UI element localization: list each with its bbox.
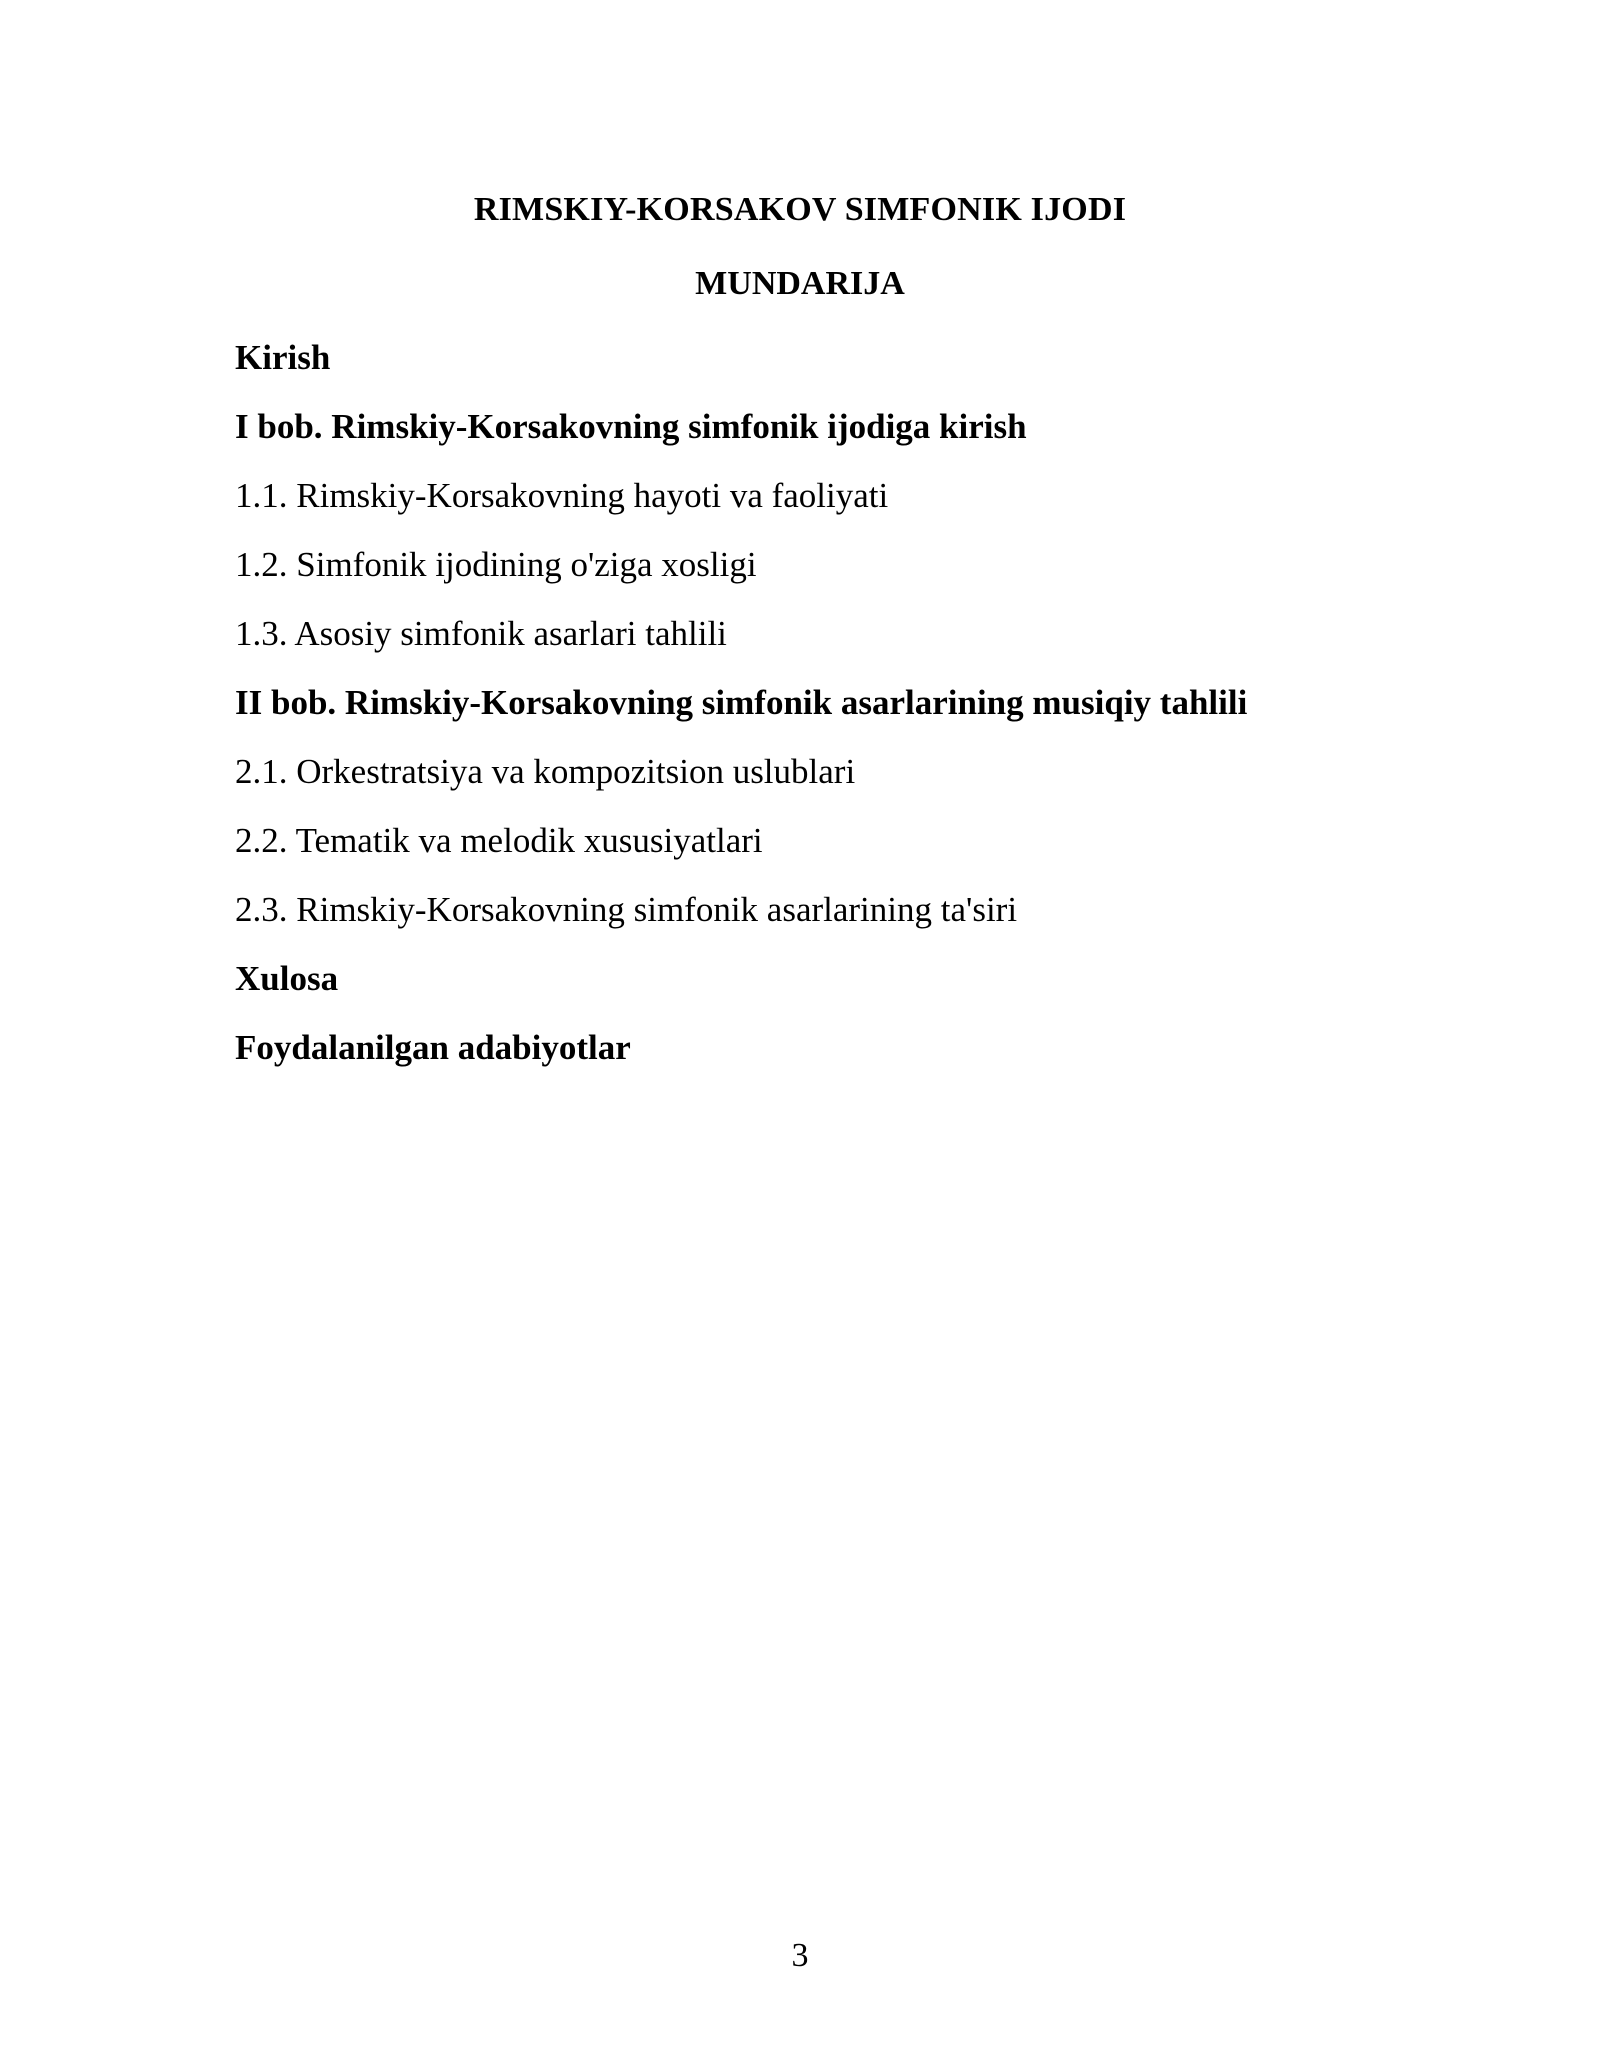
toc-entry-section-1-2: 1.2. Simfonik ijodining o'ziga xosligi xyxy=(235,545,757,584)
document-title: RIMSKIY-KORSAKOV SIMFONIK IJODI xyxy=(473,191,1127,228)
toc-entry-chapter-1: I bob. Rimskiy-Korsakovning simfonik ijodiga kirish xyxy=(235,407,1027,446)
toc-entry-section-1-3: 1.3. Asosiy simfonik asarlari tahlili xyxy=(235,614,727,653)
toc-entry-section-2-1: 2.1. Orkestratsiya va kompozitsion uslublari xyxy=(235,752,856,791)
page-number: 3 xyxy=(791,1937,809,1974)
toc-entry-xulosa: Xulosa xyxy=(235,959,339,998)
toc-entry-references: Foydalanilgan adabiyotlar xyxy=(235,1028,631,1067)
toc-heading: MUNDARIJA xyxy=(695,265,905,302)
toc-entry-chapter-2: II bob. Rimskiy-Korsakovning simfonik asarlarining musiqiy tahlili xyxy=(235,683,1248,722)
toc-entry-kirish: Kirish xyxy=(235,338,331,377)
toc-entry-section-2-3: 2.3. Rimskiy-Korsakovning simfonik asarlarining ta'siri xyxy=(235,890,1018,929)
table-of-contents xyxy=(235,336,1385,1095)
toc-entry-section-1-1: 1.1. Rimskiy-Korsakovning hayoti va faoliyati xyxy=(235,476,889,515)
toc-entry-section-2-2: 2.2. Tematik va melodik xususiyatlari xyxy=(235,821,763,860)
